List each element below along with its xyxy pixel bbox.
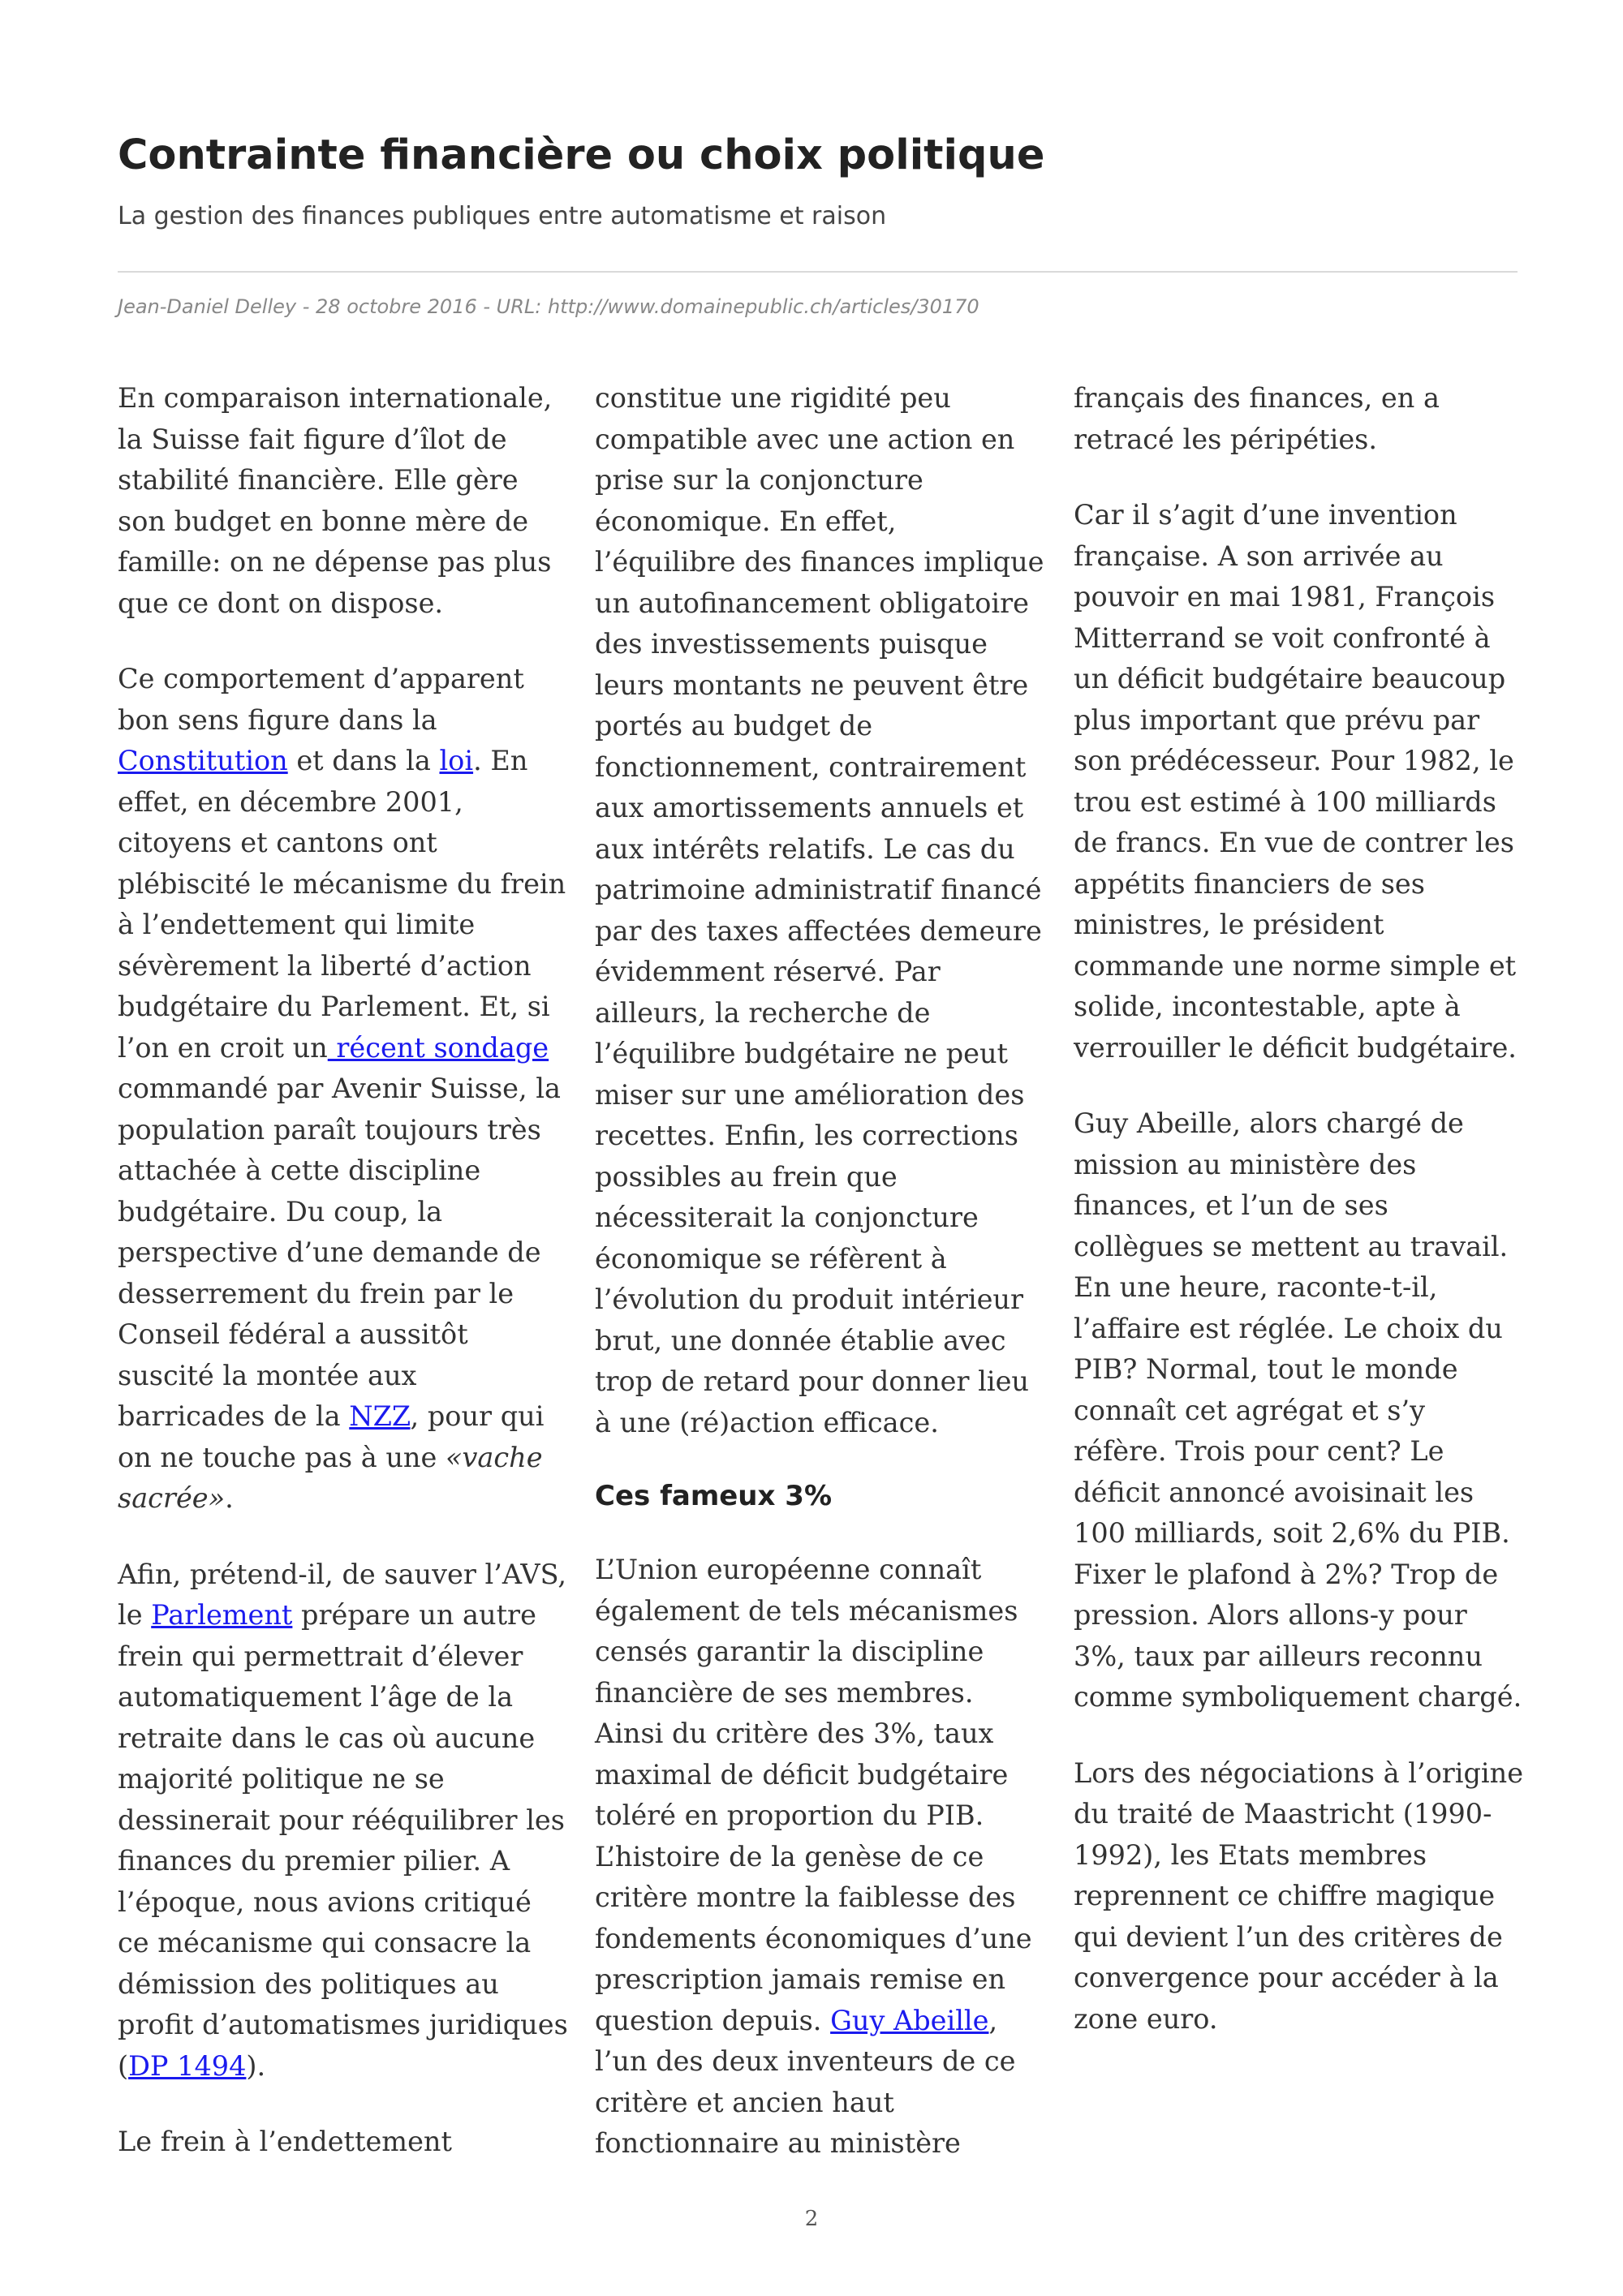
link-parlement[interactable]: Parlement [151, 1599, 293, 1631]
text-run: Afin, prétend-il, de sauver l’AVS, le [118, 1558, 567, 1631]
paragraph [118, 1554, 568, 2087]
column-1 [118, 378, 568, 2198]
text-run: , pour qui on ne touche pas à une [118, 1400, 545, 1473]
text-run: Ce comportement d’apparent bon sens figure dans la [118, 663, 524, 736]
text-run: ). [246, 2049, 266, 2082]
header-divider [118, 271, 1518, 273]
paragraph: Car il s’agit d’une invention française. A son arrivée au pouvoir en mai 1981, François Mitterrand se voit confronté à un déficit budgétaire beaucoup plus important que prévu par son prédécesseur. Pour 1982, le trou est estimé à 100 milliards de francs. En vue de contrer les appétits financiers de ses ministres, le président commande une norme simple et solide, incontestable, apte à verrouiller le déficit budgétaire. [1074, 499, 1517, 1064]
article-title: Contrainte financière ou choix politique [118, 131, 1045, 179]
link-loi[interactable]: loi [439, 745, 474, 776]
page-number: 2 [804, 2207, 819, 2231]
text-run: L’Union européenne connaît également de tels mécanismes censés garantir la discipline financière de ses membres. Ainsi du critère des 3%, taux maximal de déficit budgétaire toléré en proportion du PIB. L’histoire de la genèse de ce critère montre la faiblesse des fondements économiques d’une prescription jamais remise en question depuis. [595, 1554, 1032, 2036]
paragraph [595, 1550, 1045, 2165]
link-guy-abeille[interactable]: Guy Abeille [830, 2004, 989, 2036]
text-run: . En effet, en décembre 2001, citoyens et cantons ont plébiscité le mécanisme du frein à l’endettement qui limite sévèrement la liberté d’action budgétaire du Parlement. Et, si l’on en croit un [118, 745, 566, 1064]
paragraph: Lors des négociations à l’origine du traité de Maastricht (1990-1992), les Etats membres reprennent ce chiffre magique qui devient l’un des critères de convergence pour accéder à la zone euro. [1074, 1756, 1524, 2035]
link-constitution[interactable]: Constitution [118, 745, 288, 776]
link-nzz[interactable]: NZZ [349, 1400, 411, 1432]
section-heading: Ces fameux 3% [595, 1480, 833, 1512]
text-run: commandé par Avenir Suisse, la population paraît toujours très attachée à cette discipline budgétaire. Du coup, la perspective d’une demande de desserrement du frein par le Conseil fédéral a aussitôt suscité la montée aux barricades de la [118, 1073, 561, 1432]
article-subtitle: La gestion des finances publiques entre automatisme et raison [118, 202, 887, 230]
emphasis-vache-sacree: «vache sacrée» [118, 1441, 543, 1514]
column-2 [595, 378, 1045, 2199]
article-meta: Jean-Daniel Delley - 28 octobre 2016 - URL: http://www.domainepublic.ch/articles/30170 [118, 295, 979, 318]
text-run: prépare un autre frein qui permettrait d’élever automatiquement l’âge de la retraite dans le cas où aucune majorité politique ne se dessinerait pour rééquilibrer les finances du premier pilier. A l’époque, nous avions critiqué ce mécanisme qui consacre la démission des politiques au profit d’automatismes juridiques ( [118, 1599, 568, 2082]
paragraph: Le frein à l’endettement [118, 2126, 452, 2157]
paragraph: Guy Abeille, alors chargé de mission au ministère des finances, et l’un de ses collègues se mettent au travail. En une heure, raconte-t-il, l’affaire est réglée. Le choix du PIB? Normal, tout le monde connaît cet agrégat et s’y réfère. Trois pour cent? Le déficit annoncé avoisinait les 100 milliards, soit 2,6% du PIB. Fixer le plafond à 2%? Trop de pression. Alors allons-y pour 3%, taux par ailleurs reconnu comme symboliquement chargé. [1074, 1107, 1522, 1713]
paragraph: français des finances, en a retracé les péripéties. [1074, 382, 1440, 455]
column-3 [1074, 378, 1524, 2075]
text-run: , l’un des deux inventeurs de ce critère et ancien haut fonctionnaire au ministère [595, 2004, 1016, 2159]
text-run: et dans la [287, 745, 440, 776]
paragraph: constitue une rigidité peu compatible avec une action en prise sur la conjoncture économique. En effet, l’équilibre des finances implique un autofinancement obligatoire des investissements puisque leurs montants ne peuvent être portés au budget de fonctionnement, contrairement aux amortissements annuels et aux intérêts relatifs. Le cas du patrimoine administratif financé par des taxes affectées demeure évidemment réservé. Par ailleurs, la recherche de l’équilibre budgétaire ne peut miser sur une amélioration des recettes. Enfin, les corrections possibles au frein que nécessiterait la conjoncture économique se réfèrent à l’évolution du produit intérieur brut, une donnée établie avec trop de retard pour donner lieu à une (ré)action efficace. [595, 382, 1044, 1438]
link-dp-1494[interactable]: DP 1494 [128, 2049, 247, 2082]
link-recent-sondage[interactable]: récent sondage [327, 1031, 549, 1064]
paragraph [118, 659, 568, 1520]
text-run: . [225, 1482, 234, 1514]
paragraph: En comparaison internationale, la Suisse fait figure d’îlot de stabilité financière. Elle gère son budget en bonne mère de famille: on ne dépense pas plus que ce dont on dispose. [118, 382, 553, 619]
